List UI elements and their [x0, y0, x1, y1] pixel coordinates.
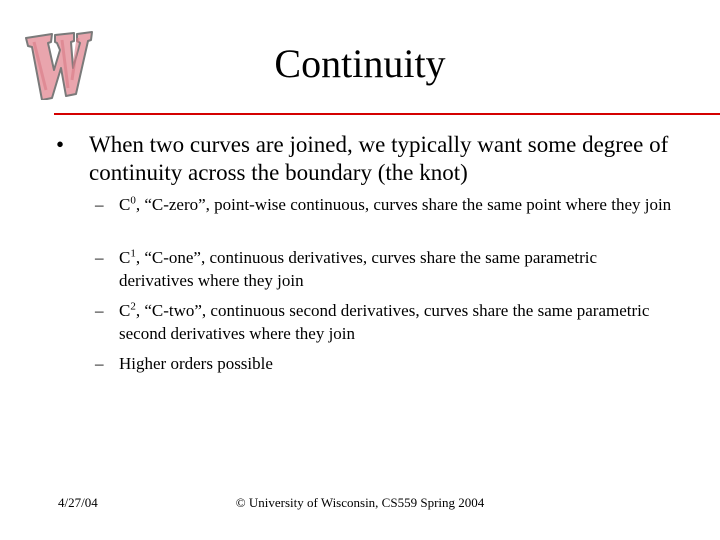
main-bullet	[56, 131, 696, 187]
sub-bullet-c0	[95, 193, 675, 216]
title-divider	[54, 113, 720, 115]
sub-bullet-higher-orders	[95, 352, 675, 375]
sub-bullet-mark: –	[95, 354, 104, 373]
sub-bullet-text: Higher orders possible	[119, 354, 273, 373]
sub-bullet-prefix: C	[119, 301, 131, 320]
sub-bullet-text: , “C-zero”, point-wise continuous, curves share the same point where they join	[135, 195, 672, 214]
sub-bullet-mark: –	[95, 301, 104, 320]
sub-bullet-superscript: 0	[130, 194, 136, 207]
sub-bullet-text: , “C-two”, continuous second derivatives, curves share the same parametric second derivatives where they join	[119, 301, 650, 343]
sub-bullet-text: , “C-one”, continuous derivatives, curves share the same parametric derivatives where they join	[119, 248, 598, 290]
footer-date: 4/27/04	[58, 495, 98, 510]
sub-bullet-superscript: 1	[130, 247, 136, 260]
sub-bullet-c2	[95, 299, 675, 345]
sub-bullet-mark: –	[95, 248, 104, 267]
sub-bullet-superscript: 2	[130, 300, 136, 313]
sub-bullet-prefix: C	[119, 248, 131, 267]
bullet-mark: •	[56, 132, 65, 157]
footer-copyright: © University of Wisconsin, CS559 Spring 2004	[235, 495, 485, 510]
sub-bullet-prefix: C	[119, 195, 131, 214]
sub-bullet-c1	[95, 246, 675, 292]
slide-title: Continuity	[274, 41, 446, 86]
sub-bullet-mark: –	[95, 195, 104, 214]
main-bullet-text: When two curves are joined, we typically want some degree of continuity across the boundary (the knot)	[89, 132, 669, 185]
